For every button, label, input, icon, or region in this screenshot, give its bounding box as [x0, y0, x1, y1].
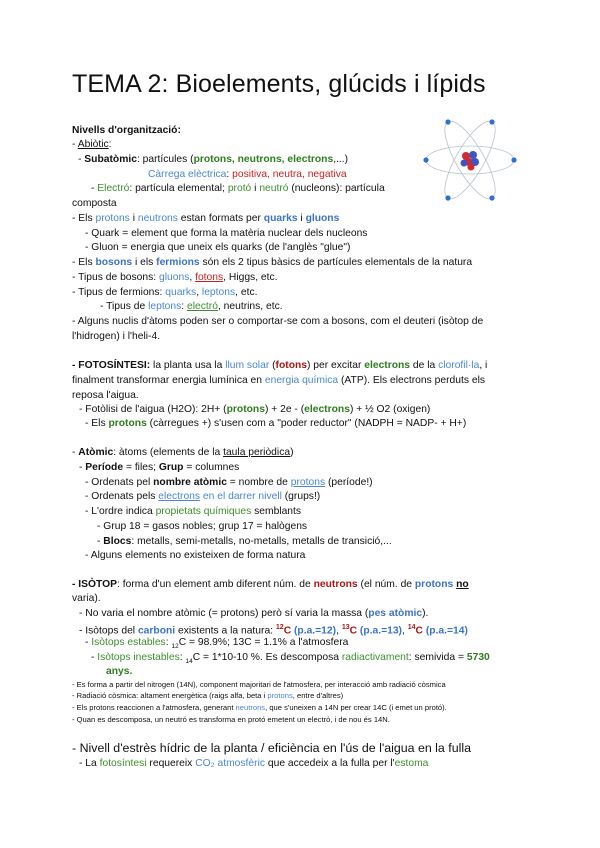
text-line: - Atòmic: àtoms (elements de la taula periòdica) [72, 447, 294, 458]
text-line: - Tipus de bosons: gluons, fotons, Higgs, etc. [72, 272, 278, 283]
text-line: Càrrega elèctrica: positiva, neutra, negativa [148, 169, 347, 180]
text-line: - ISÒTOP: forma d'un element amb diferent núm. de neutrons (el núm. de protons no [72, 579, 469, 590]
text-line: - Subatòmic: partícules (protons, neutrons, electrons,...) [78, 154, 349, 165]
text-line: composta [72, 198, 117, 209]
text-line: - L'ordre indica propietats químiques semblants [85, 506, 302, 517]
section-heading: Nivells d'organització: [72, 125, 181, 136]
text-line: - Isòtops del carboni existents a la natura: $^{12}$C (p.a.=12), $^{13}$C (p.a.=13), $^{14}$C (p.a.=14) [79, 624, 468, 637]
text-line: - Electró: partícula elemental; protó i neutró (nucleons): partícula [91, 183, 385, 194]
text-line: finalment transformar energia lumínica en energia química (ATP). Els electrons perduts els [72, 375, 486, 386]
text-line: - Grup 18 = gasos nobles; grup 17 = halògens [97, 521, 308, 532]
text-line: - Isòtops inestables: $_{14}$C = 1*10-10 %. Es descomposa radiactivament: semivida = 5730 [91, 652, 490, 666]
page-title: TEMA 2: Bioelements, glúcids i lípids [72, 70, 486, 98]
text-line: - Els bosons i els fermions són els 2 tipus bàsics de partícules elementals de la natura [72, 257, 473, 268]
text-line: - Quark = element que forma la matèria nuclear dels nucleons [85, 228, 368, 239]
text-line: - Ordenats pel nombre atòmic = nombre de protons (període!) [85, 477, 373, 488]
text-line: l'hidrogen) i l'heli-4. [72, 331, 161, 342]
text-line: - Tipus de leptons: electró, neutrins, etc. [100, 301, 283, 312]
note-line: - Quan es descomposa, un neutró es transforma en protó emetent un electró, i de nou és 14N. [72, 715, 390, 724]
atom-icon [420, 112, 520, 208]
note-line: - Els protons reaccionen a l'atmosfera, generant neutrons, que s'uneixen a 14N per crear 14C (i emet un protó). [72, 703, 447, 712]
text-line: - Blocs: metalls, semi-metalls, no-metalls, metalls de transició,... [97, 536, 392, 547]
text-line: - Període = files; Grup = columnes [79, 462, 240, 473]
text-line: - Alguns nuclis d'àtoms poden ser o comportar-se com a bosons, com el deuteri (isòtop de [72, 316, 484, 327]
note-line: - Radiació còsmica: altament energètica (raigs alfa, beta i protons, entre d'altres) [72, 691, 344, 700]
text-line: - Tipus de fermions: quarks, leptons, etc. [72, 287, 258, 298]
text-line: - Els protons i neutrons estan formats per quarks i gluons [72, 213, 340, 224]
text-line: - Abiòtic: [72, 139, 112, 150]
text-line: - Fotòlisi de l'aigua (H2O): 2H+ (protons) + 2e - (electrons) + ½ O2 (oxigen) [79, 404, 431, 415]
text-line: - No varia el nombre atòmic (= protons) però sí varia la massa (pes atòmic). [79, 608, 429, 619]
text-line: reposa l'aigua. [72, 390, 139, 401]
note-line: - Es forma a partir del nitrogen (14N), component majoritari de l'atmosfera, per interacció amb radiació còsmica [72, 680, 446, 689]
text-line: - Ordenats pels electrons en el darrer nivell (grups!) [85, 491, 321, 502]
text-line: - Gluon = energia que uneix els quarks (de l'anglès "glue") [85, 242, 351, 253]
text-line: varia). [72, 593, 101, 604]
text-line: - FOTOSÍNTESI: la planta usa la llum solar (fotons) per excitar electrons de la clorofil·la, i [72, 360, 488, 371]
text-line: - Els protons (càrregues +) s'usen com a "poder reductor" (NADPH = NADP- + H+) [85, 418, 467, 429]
text-line: - Alguns elements no existeixen de forma natura [85, 550, 306, 561]
text-line: anys. [106, 666, 133, 677]
text-line: - Isòtops estables: $_{12}$C = 98.9%; 13C = 1.1% a l'atmosfera [85, 637, 349, 651]
text-line: - La fotosíntesi requereix CO₂ atmosfèric que accedeix a la fulla per l'estoma [79, 758, 429, 769]
text-line: - Nivell d'estrès hídric de la planta / eficiència en l'ús de l'aigua en la fulla [72, 741, 471, 755]
